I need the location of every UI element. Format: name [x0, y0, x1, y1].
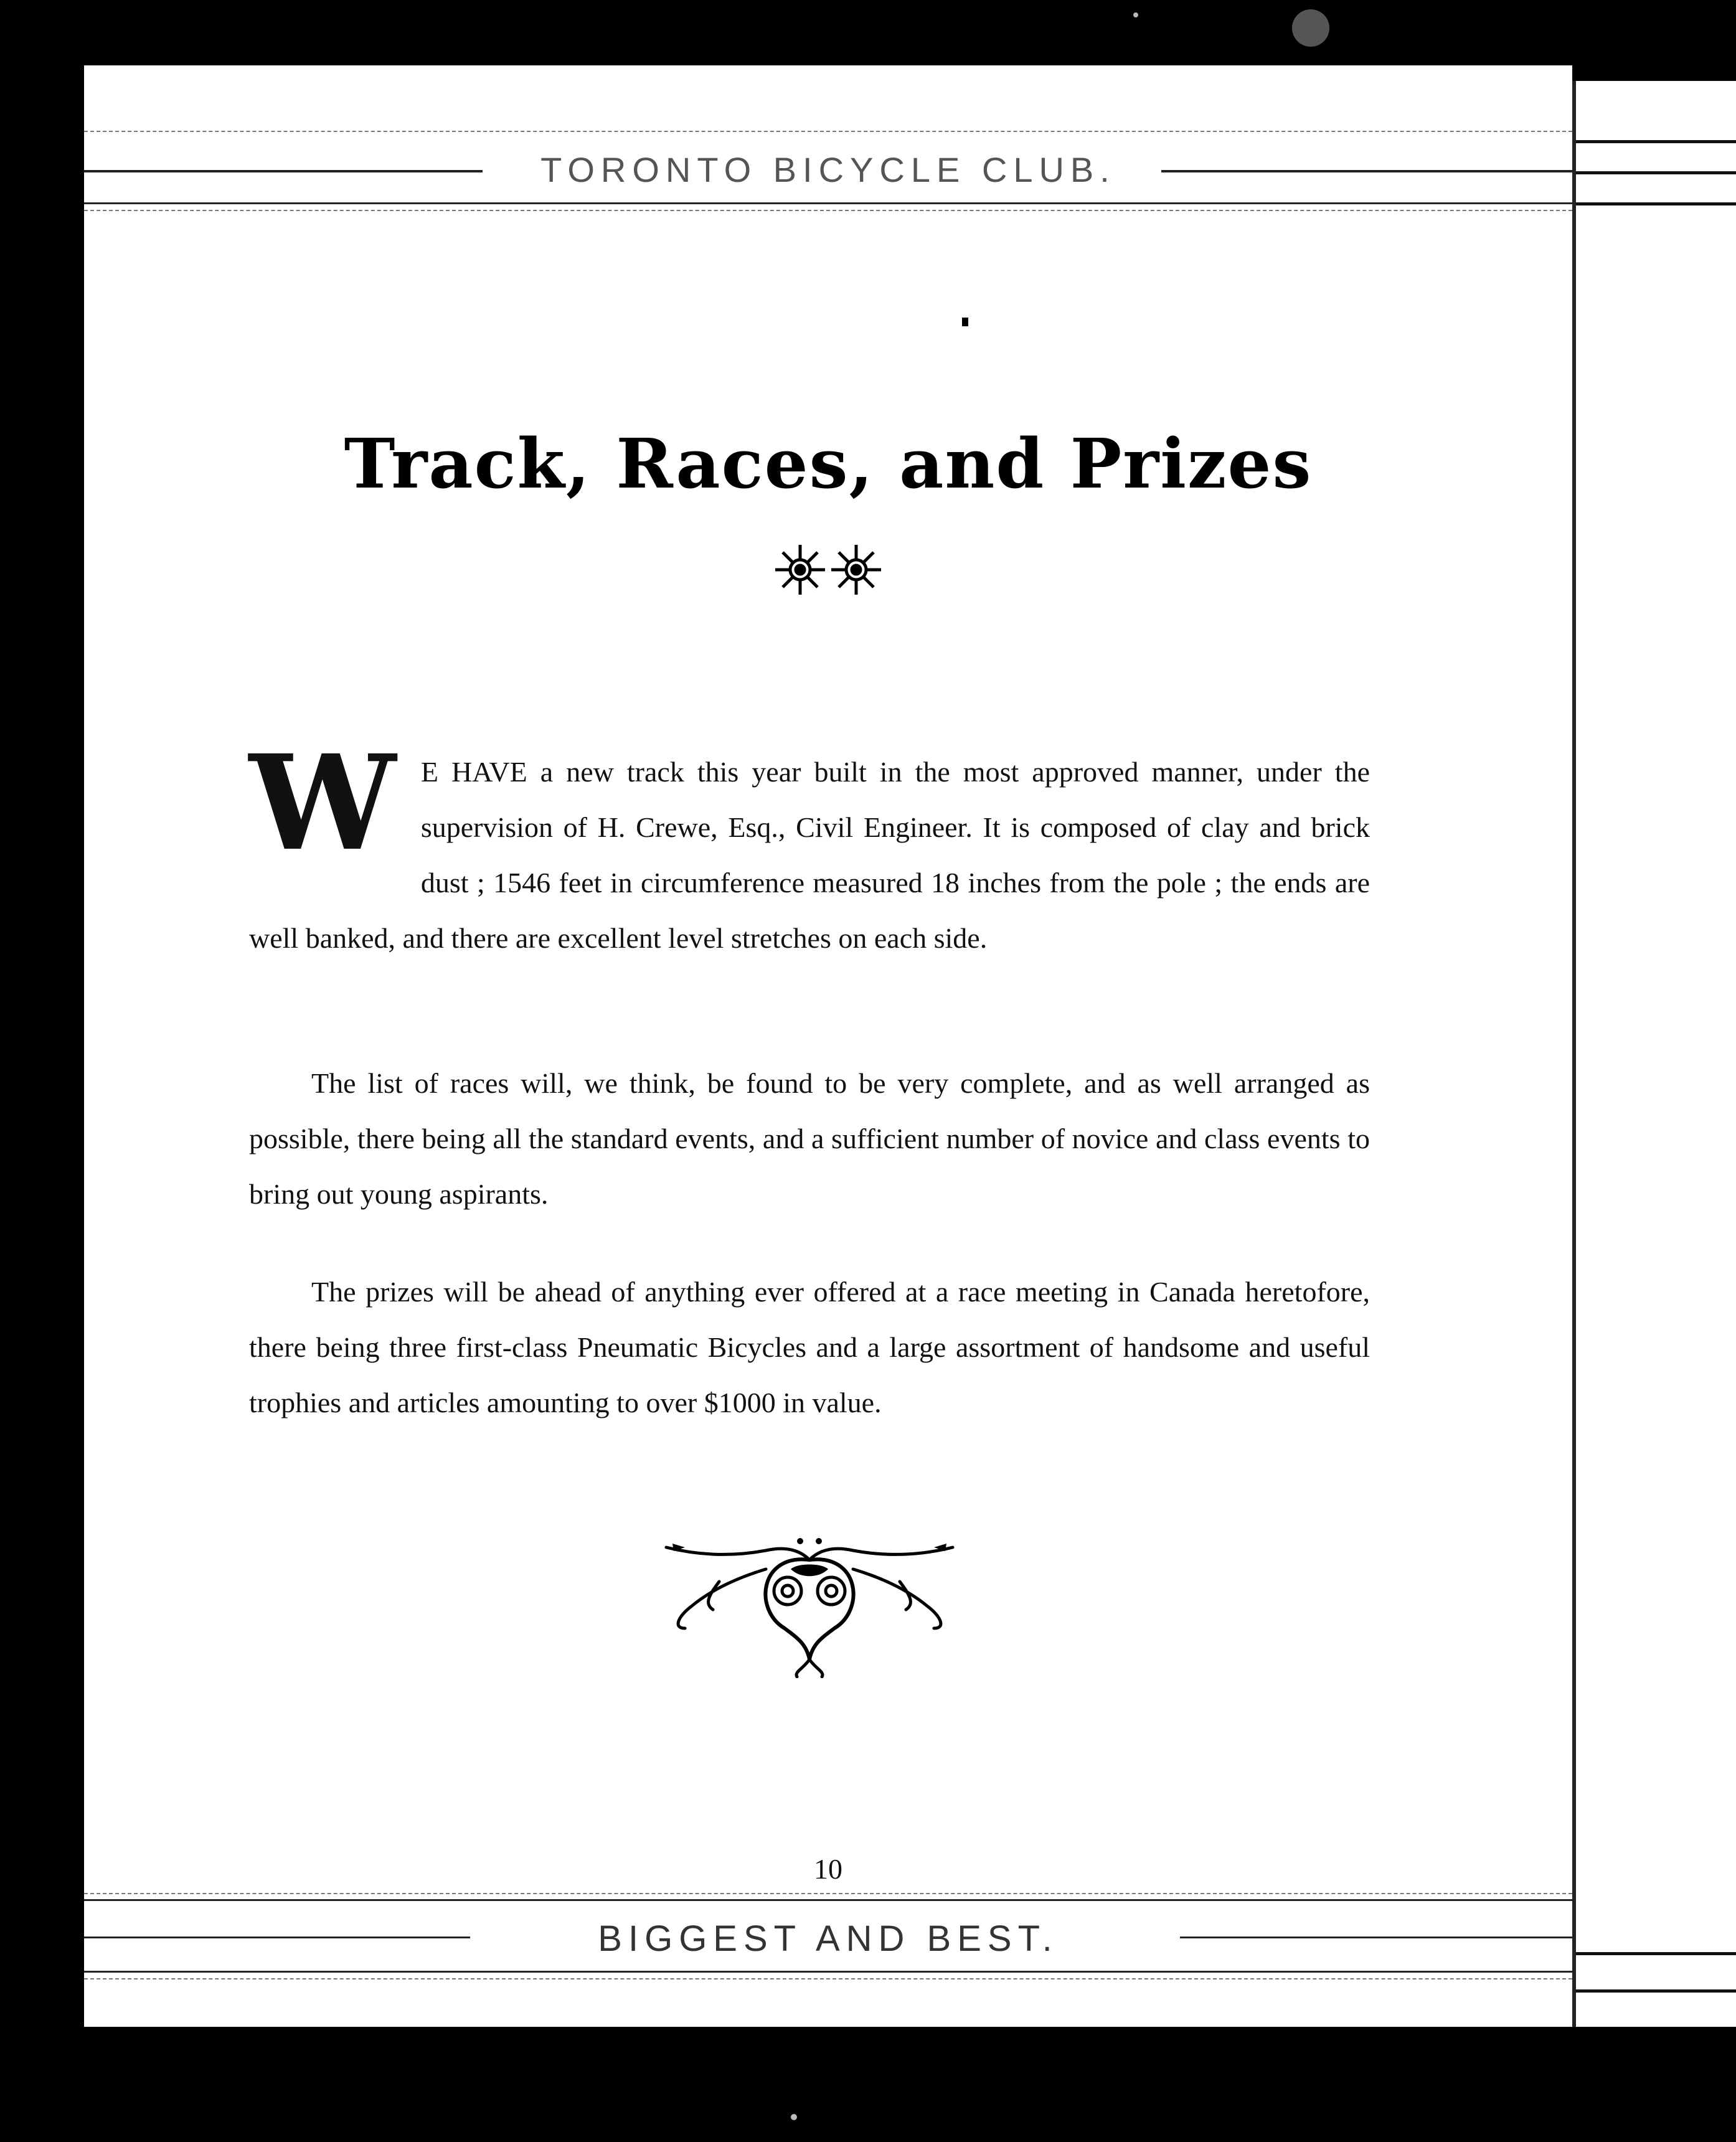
drop-cap: W: [249, 726, 396, 880]
scroll-ornament-icon: [660, 1535, 959, 1678]
scan-speck: [1133, 12, 1138, 17]
double-star-ornament-icon: [766, 536, 890, 604]
footer-rule: [84, 1893, 1572, 1894]
footer-rule: [84, 1978, 1572, 1979]
page-title: Track, Races, and Prizes: [344, 423, 1313, 504]
paragraph-text: E HAVE a new track this year built in the most approved manner, under the supervision of H. Crewe, Esq., Civil Engineer. It is composed of clay and brick dust ; 1546 feet in circumference measured 18 inches from the pole ; the ends are well banked, and there are excellent level stretches on each side.: [249, 756, 1370, 954]
print-mark: [962, 318, 968, 326]
scan-speck: [791, 2114, 797, 2120]
scan-speck: [1292, 9, 1329, 47]
paragraph-text: The prizes will be ahead of anything ever offered at a race meeting in Canada heretofore, there being three first-class Pneumatic Bicycles and a large assortment of handsome and useful trophies and articles amounting to over $1000 in value.: [249, 1276, 1370, 1418]
footer-rule: [84, 1971, 1572, 1973]
header-rule: [84, 210, 1572, 211]
footer-rule: [84, 1899, 1572, 1901]
header-rule: [84, 131, 1572, 132]
header-rule: [84, 202, 1572, 204]
running-footer: BIGGEST AND BEST.: [598, 1918, 1059, 1959]
paragraph-races: [249, 1055, 1370, 1222]
facing-page-edge: [1572, 81, 1736, 2027]
paragraph-prizes: [249, 1264, 1370, 1430]
page-number: 10: [814, 1853, 842, 1885]
document-page: [84, 65, 1572, 2027]
running-header: TORONTO BICYCLE CLUB.: [540, 150, 1116, 189]
paragraph-track: [249, 726, 1370, 966]
paragraph-text: The list of races will, we think, be found to be very complete, and as well arranged as possible, there being all the standard events, and a sufficient number of novice and class events to bring out young aspirants.: [249, 1067, 1370, 1210]
